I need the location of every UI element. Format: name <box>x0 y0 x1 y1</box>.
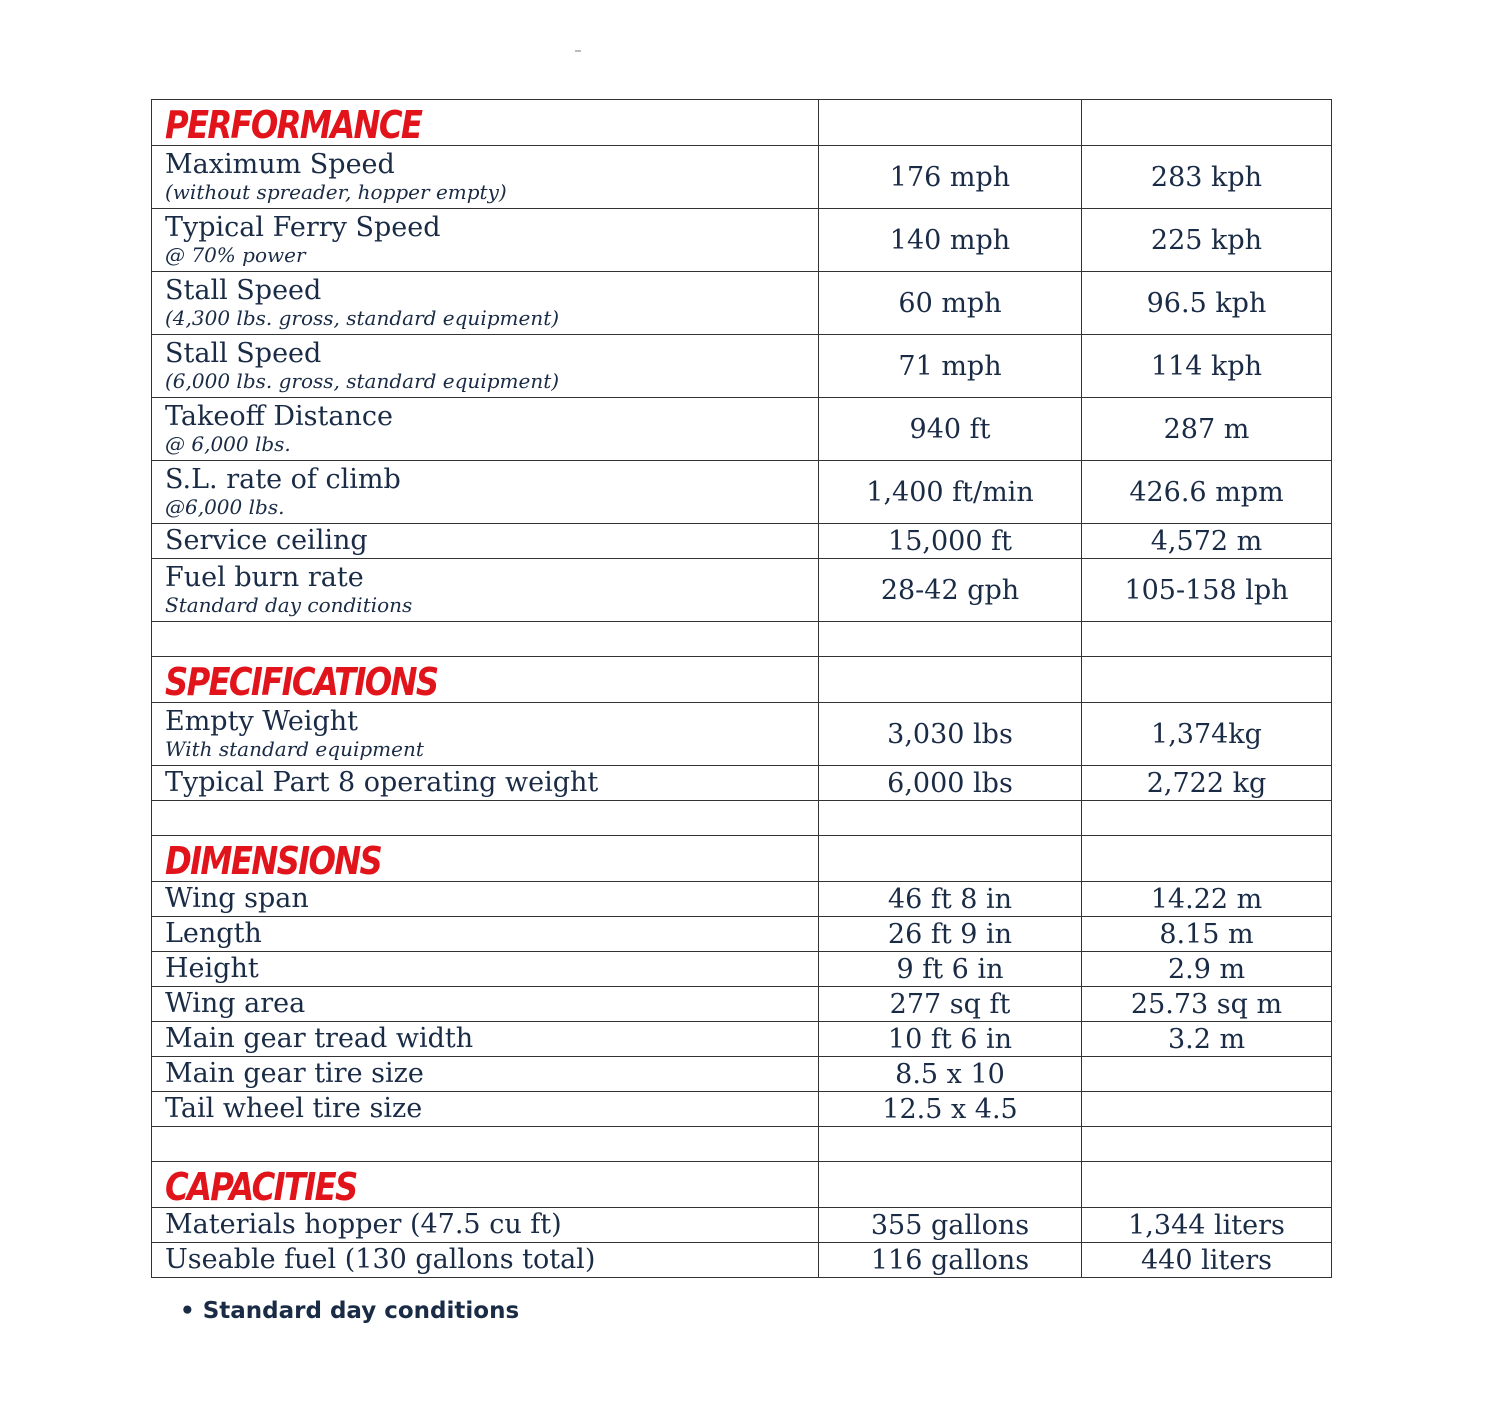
imperial-value: 26 ft 9 in <box>819 917 1082 952</box>
metric-value: 225 kph <box>1082 209 1332 272</box>
table-row <box>152 335 1332 398</box>
metric-value <box>1082 1092 1332 1127</box>
stray-mark <box>575 50 581 52</box>
table-row <box>152 766 1332 801</box>
row-label: Empty Weight <box>165 706 358 737</box>
spec-table <box>151 99 1332 1278</box>
row-label: Typical Part 8 operating weight <box>165 767 599 798</box>
imperial-value: 176 mph <box>819 146 1082 209</box>
row-label: Wing area <box>165 988 306 1019</box>
imperial-value: 116 gallons <box>819 1243 1082 1278</box>
row-note: (6,000 lbs. gross, standard equipment) <box>165 369 560 393</box>
metric-value: 2.9 m <box>1082 952 1332 987</box>
imperial-value: 60 mph <box>819 272 1082 335</box>
metric-value: 2,722 kg <box>1082 766 1332 801</box>
imperial-value: 1,400 ft/min <box>819 461 1082 524</box>
metric-value: 440 liters <box>1082 1243 1332 1278</box>
imperial-value: 15,000 ft <box>819 524 1082 559</box>
row-label: Maximum Speed <box>165 149 395 180</box>
imperial-value: 277 sq ft <box>819 987 1082 1022</box>
row-note: @6,000 lbs. <box>165 495 285 519</box>
table-row <box>152 1022 1332 1057</box>
section-title: CAPACITIES <box>165 1164 357 1209</box>
section-header-performance <box>152 100 1332 146</box>
imperial-value: 355 gallons <box>819 1208 1082 1243</box>
row-label: Typical Ferry Speed <box>165 212 441 243</box>
row-label: Stall Speed <box>165 275 322 306</box>
footnote: • Standard day conditions <box>180 1298 520 1324</box>
table-row <box>152 703 1332 766</box>
metric-value: 283 kph <box>1082 146 1332 209</box>
imperial-value: 8.5 x 10 <box>819 1057 1082 1092</box>
section-header-capacities <box>152 1162 1332 1208</box>
imperial-value: 3,030 lbs <box>819 703 1082 766</box>
imperial-value: 12.5 x 4.5 <box>819 1092 1082 1127</box>
row-note: @ 70% power <box>165 243 306 267</box>
table-row <box>152 1243 1332 1278</box>
spacer-row <box>152 801 1332 836</box>
row-note: Standard day conditions <box>165 593 413 617</box>
imperial-value: 71 mph <box>819 335 1082 398</box>
section-title: DIMENSIONS <box>165 838 382 883</box>
metric-value: 8.15 m <box>1082 917 1332 952</box>
row-note: (4,300 lbs. gross, standard equipment) <box>165 306 560 330</box>
metric-value: 105-158 lph <box>1082 559 1332 622</box>
section-header-specifications <box>152 657 1332 703</box>
spacer-row <box>152 622 1332 657</box>
section-header-dimensions <box>152 836 1332 882</box>
table-row <box>152 952 1332 987</box>
spacer-row <box>152 1127 1332 1162</box>
metric-value: 3.2 m <box>1082 1022 1332 1057</box>
imperial-value: 10 ft 6 in <box>819 1022 1082 1057</box>
metric-value: 14.22 m <box>1082 882 1332 917</box>
row-label: Useable fuel (130 gallons total) <box>165 1244 596 1275</box>
row-note: @ 6,000 lbs. <box>165 432 291 456</box>
row-label: Materials hopper (47.5 cu ft) <box>165 1209 562 1240</box>
table-row <box>152 1057 1332 1092</box>
imperial-value: 940 ft <box>819 398 1082 461</box>
table-row <box>152 882 1332 917</box>
row-note: (without spreader, hopper empty) <box>165 180 507 204</box>
table-row <box>152 461 1332 524</box>
row-note: With standard equipment <box>165 737 424 761</box>
row-label: Service ceiling <box>165 525 368 556</box>
metric-value <box>1082 1057 1332 1092</box>
metric-value: 1,374kg <box>1082 703 1332 766</box>
row-label: Wing span <box>165 883 309 914</box>
imperial-value: 6,000 lbs <box>819 766 1082 801</box>
row-label: Height <box>165 953 259 984</box>
row-label: Main gear tire size <box>165 1058 424 1089</box>
imperial-value: 28-42 gph <box>819 559 1082 622</box>
table-row <box>152 209 1332 272</box>
metric-value: 287 m <box>1082 398 1332 461</box>
row-label: Fuel burn rate <box>165 562 364 593</box>
row-label: Takeoff Distance <box>165 401 393 432</box>
row-label: Main gear tread width <box>165 1023 474 1054</box>
section-title: SPECIFICATIONS <box>165 659 438 704</box>
metric-value: 25.73 sq m <box>1082 987 1332 1022</box>
row-label: Length <box>165 918 262 949</box>
imperial-value: 140 mph <box>819 209 1082 272</box>
table-row <box>152 917 1332 952</box>
metric-value: 96.5 kph <box>1082 272 1332 335</box>
table-row <box>152 1208 1332 1243</box>
table-row <box>152 146 1332 209</box>
table-row <box>152 398 1332 461</box>
row-label: Tail wheel tire size <box>165 1093 423 1124</box>
metric-value: 426.6 mpm <box>1082 461 1332 524</box>
table-row <box>152 1092 1332 1127</box>
metric-value: 4,572 m <box>1082 524 1332 559</box>
table-row <box>152 524 1332 559</box>
table-row <box>152 272 1332 335</box>
imperial-value: 9 ft 6 in <box>819 952 1082 987</box>
table-row <box>152 987 1332 1022</box>
metric-value: 1,344 liters <box>1082 1208 1332 1243</box>
imperial-value: 46 ft 8 in <box>819 882 1082 917</box>
table-row <box>152 559 1332 622</box>
row-label: S.L. rate of climb <box>165 464 401 495</box>
section-title: PERFORMANCE <box>165 102 422 147</box>
row-label: Stall Speed <box>165 338 322 369</box>
metric-value: 114 kph <box>1082 335 1332 398</box>
